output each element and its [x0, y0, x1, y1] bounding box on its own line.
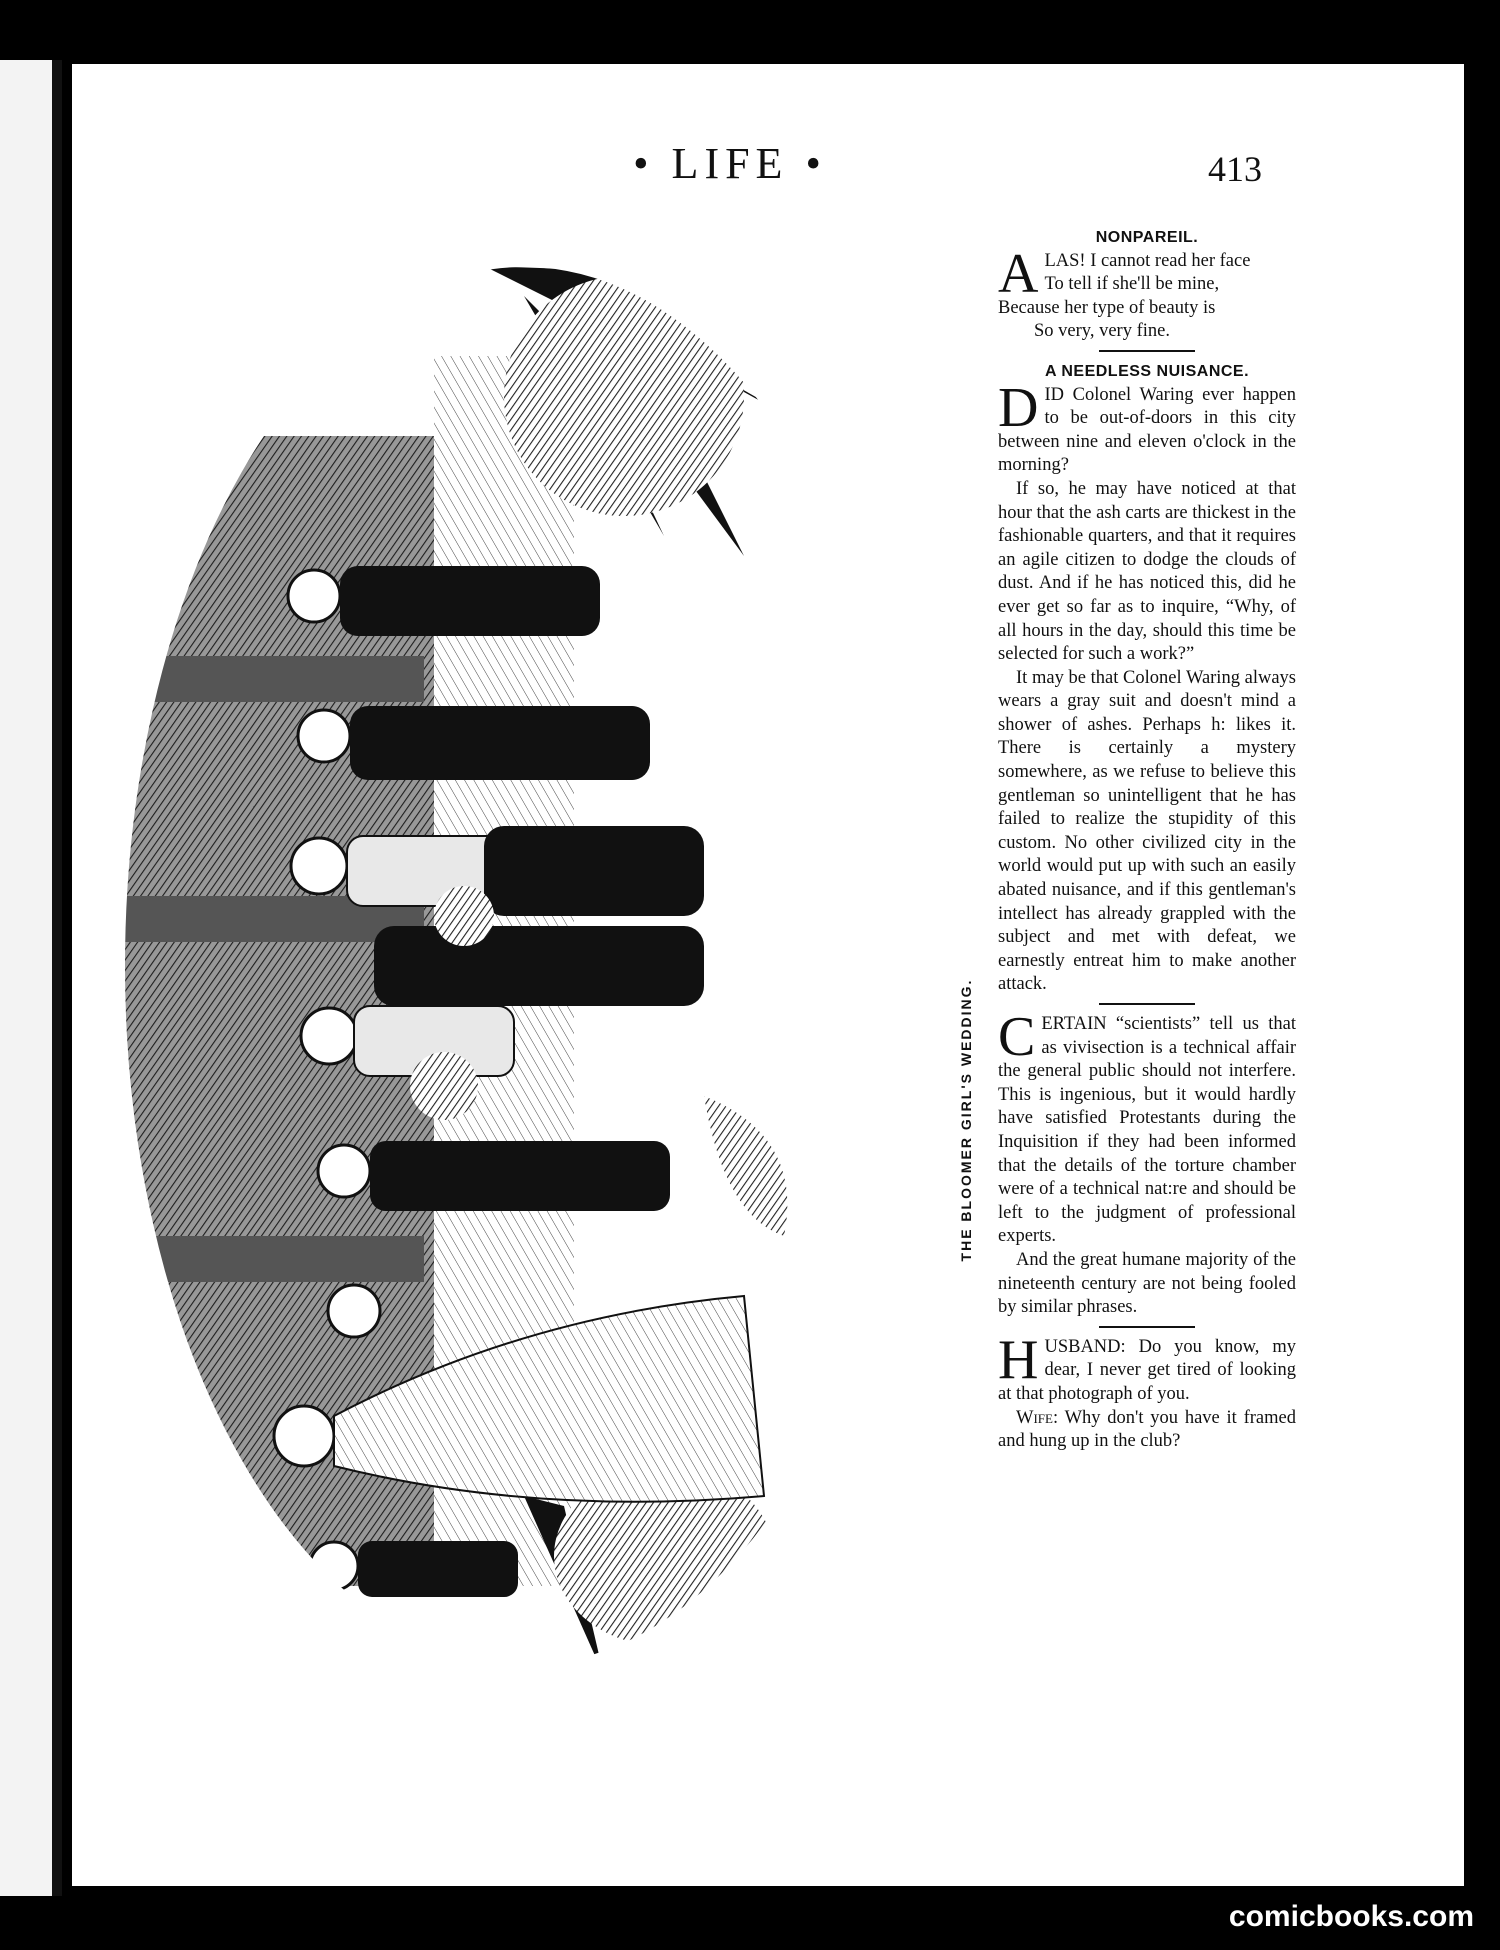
nonpareil-dropcap: A — [998, 242, 1039, 305]
watermark: comicbooks.com — [1228, 1900, 1474, 1933]
husband-paragraph — [998, 1328, 1296, 1407]
poem-line-3: Because her type of beauty is — [998, 297, 1216, 318]
nuisance-text-1: ID Colonel Waring ever happen to be out-of-doors in this city between nine and eleven o'clock in the morning? — [998, 384, 1296, 476]
certain-text-1: ERTAIN “scientists” tell us that as vivisection is a technical affair the general public should not interfere. This is ingenious, but it would hardly have satisfied Protestants during the Inquisition if they had been informed that the details of the torture chamber were of a technical nat:re and should be left to the judgment of professional experts. — [998, 1014, 1296, 1247]
wife-paragraph — [998, 1407, 1296, 1454]
certain-dropcap: C — [998, 1006, 1036, 1068]
text-column — [998, 226, 1296, 1454]
caption-text: THE BLOOMER GIRL'S WEDDING. — [958, 978, 974, 1262]
wife-text: Why don't you have it framed and hung up in the club? — [998, 1407, 1296, 1452]
wife-label: Wife: — [1016, 1407, 1059, 1428]
nonpareil-poem — [998, 242, 1296, 344]
page-gutter — [52, 60, 62, 1896]
page-number: 413 — [1208, 149, 1262, 189]
nonpareil-heading: NONPAREIL. — [1095, 229, 1199, 246]
poem-line-1: LAS! I cannot read her face — [1044, 250, 1251, 271]
certain-paragraph-2: And the great humane majority of the nineteenth century are not being fooled by similar phrases. — [998, 1249, 1296, 1318]
section-divider — [1099, 1003, 1195, 1005]
wedding-illustration — [104, 236, 948, 1686]
certain-paragraph-1 — [998, 1006, 1296, 1249]
section-divider — [1099, 350, 1195, 352]
husband-text: USBAND: Do you know, my dear, I never get tired of looking at that photograph of you. — [998, 1336, 1296, 1404]
nuisance-paragraph-3: It may be that Colonel Waring always wears a gray suit and doesn't mind a shower of ashes. Perhaps h: likes it. There is certainly a mystery somewhere, as we refuse to believe this gentleman so unintelligent that he has failed to realize the stupidity of this custom. No other civilized city in the world would put up with such an easily abated nuisance, and if this gentleman's intellect has already grappled with the subject and met with defeat, we earnestly entreat him to make another attack. — [998, 667, 1296, 995]
illustration-caption — [954, 960, 984, 1280]
nuisance-dropcap: D — [998, 376, 1039, 439]
nuisance-paragraph-2: If so, he may have noticed at that hour that the ash carts are thickest in the fashionable quarters, and that it requires an agile citizen to dodge the clouds of dust. And if he has noticed this, did he ever get so far as to inquire, “Why, of all hours in the day, should this time be selected for such a work?” — [998, 478, 1296, 665]
nuisance-heading: A NEEDLESS NUISANCE. — [1044, 362, 1250, 380]
section-divider — [1099, 1326, 1195, 1328]
poem-line-4: So very, very fine. — [1034, 321, 1170, 342]
nuisance-paragraph-1 — [998, 376, 1296, 478]
left-page-edge — [0, 60, 62, 1896]
magazine-title: • LIFE • — [633, 139, 827, 188]
poem-line-2: To tell if she'll be mine, — [1044, 274, 1220, 295]
husband-dropcap: H — [998, 1328, 1039, 1391]
